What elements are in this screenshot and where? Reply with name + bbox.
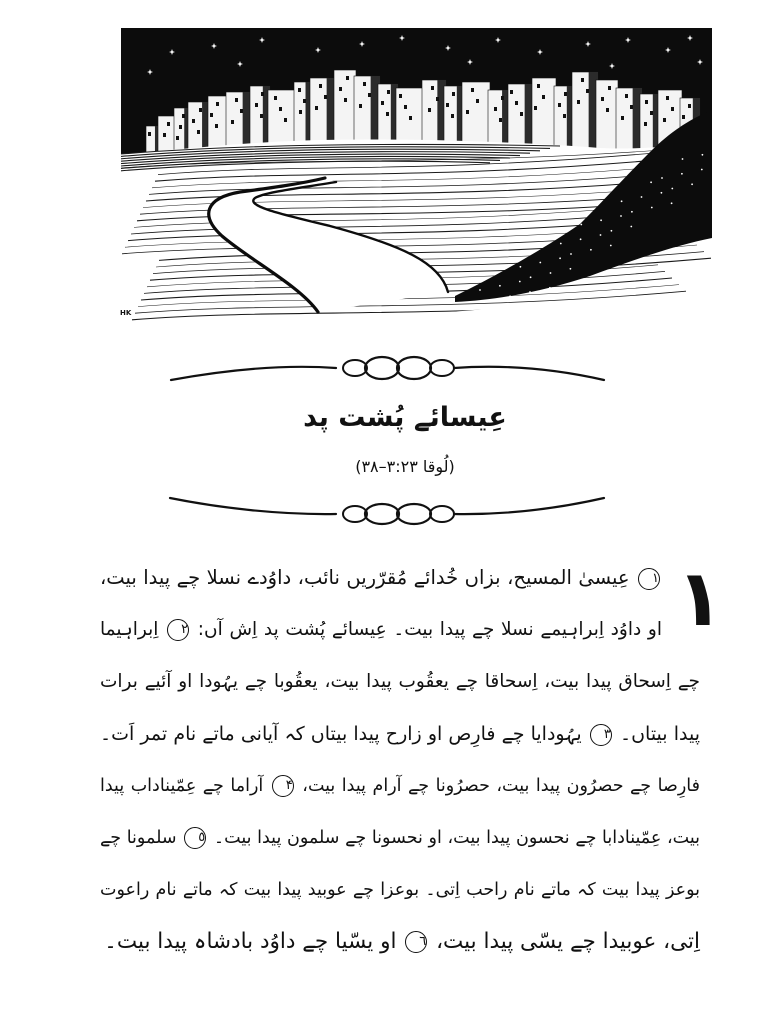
window <box>199 108 202 112</box>
tree-highlight <box>701 169 703 171</box>
body-line-1 <box>100 552 662 604</box>
verse-number: ٦ <box>405 931 427 953</box>
window <box>179 125 182 129</box>
window <box>284 118 287 122</box>
verse-text: آراما چے عِمّیناداب پیدا <box>100 776 264 796</box>
tree-highlight <box>479 289 481 291</box>
tree-highlight <box>590 249 592 251</box>
tree-highlight <box>610 245 612 247</box>
divider-loop <box>365 357 399 379</box>
tree-highlight <box>600 219 602 221</box>
window <box>210 113 213 117</box>
window <box>476 99 479 103</box>
window <box>501 96 504 100</box>
divider-loop <box>343 506 367 522</box>
tree-highlight <box>682 158 684 160</box>
window <box>399 94 402 98</box>
tree-highlight <box>499 285 501 287</box>
window <box>261 92 264 96</box>
tree-highlight <box>549 287 551 289</box>
window <box>197 130 200 134</box>
window <box>344 98 347 102</box>
window <box>368 93 371 97</box>
window <box>608 86 611 90</box>
window <box>387 90 390 94</box>
window <box>431 86 434 90</box>
verse-text: بوعز پیدا بیت کہ ماتے نام راحب اِتی۔ بوعزا چے عوبید پیدا بیت کہ ماتے نام راعوت <box>100 880 700 900</box>
window <box>215 124 218 128</box>
body-line-4 <box>100 708 700 760</box>
window <box>534 106 537 110</box>
window <box>315 106 318 110</box>
tree-highlight <box>641 196 643 198</box>
verse-text: چے اِسحاق پیدا بیت، اِسحاقا چے یعقُوب پیدا بیت، یعقُوبا چے یہُودا او آئیے برات <box>100 671 700 692</box>
divider-right-tail <box>454 367 604 380</box>
window <box>299 110 302 114</box>
ornamental-divider-top <box>165 345 610 390</box>
window <box>471 88 474 92</box>
window <box>644 122 647 126</box>
window <box>386 112 389 116</box>
window <box>319 84 322 88</box>
verse-number: ٥ <box>184 827 206 849</box>
window <box>381 101 384 105</box>
tree-highlight <box>671 188 673 190</box>
divider-left-tail <box>171 367 336 380</box>
divider-loop <box>397 504 431 524</box>
body-line-7 <box>100 864 700 916</box>
verse-number: ٢ <box>167 619 189 641</box>
tree-highlight <box>691 183 693 185</box>
window <box>409 116 412 120</box>
ornamental-divider-bottom <box>165 490 610 532</box>
window <box>621 116 624 120</box>
window <box>499 118 502 122</box>
cover-illustration <box>118 26 714 326</box>
body-line-6 <box>100 812 700 864</box>
tree-highlight <box>621 200 623 202</box>
tree-highlight <box>570 253 572 255</box>
window <box>510 90 513 94</box>
window <box>163 133 166 137</box>
verse-number: ۴ <box>272 775 294 797</box>
tree-highlight <box>620 215 622 217</box>
window <box>451 114 454 118</box>
window <box>581 78 584 82</box>
tree-highlight <box>681 173 683 175</box>
window <box>446 103 449 107</box>
window <box>577 100 580 104</box>
divider-right-tail <box>454 498 604 514</box>
body-line-3 <box>100 656 700 708</box>
verse-text: اِتی، عوبیدا چے یسّی پیدا بیت، <box>436 929 700 954</box>
window <box>625 94 628 98</box>
verse-text: او یسّیا چے داوُد بادشاہ پیدا بیت۔ <box>104 929 397 954</box>
window <box>630 105 633 109</box>
tree-highlight <box>671 202 673 204</box>
tree-highlight <box>702 154 704 156</box>
tree-highlight <box>519 281 521 283</box>
tree-highlight <box>650 181 652 183</box>
window <box>542 95 545 99</box>
body-line-5 <box>100 760 700 812</box>
window <box>537 84 540 88</box>
window <box>260 114 263 118</box>
verse-text: او داوُد اِبراہیمے نسلا چے پیدا بیت۔ عِیسائے پُشت پد اِش آں: <box>197 619 662 640</box>
tree-highlight <box>570 268 572 270</box>
verse-text: عِیسیٰ المسیح، بزاں خُدائے مُقرّریں نائب، داوُدے نسلا چے پیدا بیت، <box>100 566 630 589</box>
window <box>303 99 306 103</box>
tree-highlight <box>550 272 552 274</box>
tree-highlight <box>529 291 531 293</box>
window <box>606 108 609 112</box>
window <box>650 111 653 115</box>
divider-loop <box>430 360 454 376</box>
window <box>645 100 648 104</box>
window <box>404 105 407 109</box>
window <box>564 92 567 96</box>
window <box>558 103 561 107</box>
tree-highlight <box>559 257 561 259</box>
tree-highlight <box>520 266 522 268</box>
verse-number: ٣ <box>590 724 612 746</box>
verse-text: اِبراہیما <box>100 619 159 640</box>
verse-text: یہُودایا چے فارِص او زارح پیدا بیتاں کہ آیانی ماتے نام تمر اَت۔ <box>100 723 582 745</box>
window <box>324 95 327 99</box>
tree-highlight <box>580 224 582 226</box>
window <box>339 87 342 91</box>
chapter-number: ١ <box>676 554 724 644</box>
tree-highlight <box>580 238 582 240</box>
tree-highlight <box>631 211 633 213</box>
window <box>563 114 566 118</box>
verse-text: پیدا بیتاں۔ <box>619 723 700 745</box>
window <box>466 110 469 114</box>
body-line-2 <box>100 604 662 656</box>
window <box>363 82 366 86</box>
window <box>586 89 589 93</box>
window <box>671 107 674 111</box>
window <box>240 109 243 113</box>
window <box>255 103 258 107</box>
verse-text: سلمونا چے <box>100 828 177 848</box>
window <box>359 104 362 108</box>
window <box>176 136 179 140</box>
divider-loop <box>343 360 367 376</box>
scripture-reference: (لُوقا ٣:٢٣–٣٨) <box>355 457 455 476</box>
verse-text: بیت، عِمّینادابا چے نحسون پیدا بیت، او نحسونا چے سلمون پیدا بیت۔ <box>213 828 700 848</box>
window <box>666 96 669 100</box>
window <box>682 115 685 119</box>
building <box>596 80 618 156</box>
tree-highlight <box>651 207 653 209</box>
divider-left-tail <box>170 498 336 514</box>
window <box>274 96 277 100</box>
verse-number: ١ <box>638 568 660 590</box>
divider-loop <box>365 504 399 524</box>
window <box>346 76 349 80</box>
window <box>182 114 185 118</box>
window <box>298 88 301 92</box>
window <box>520 112 523 116</box>
window <box>148 132 151 136</box>
tree-highlight <box>600 234 602 236</box>
window <box>167 122 170 126</box>
tree-highlight <box>509 295 511 297</box>
tree-highlight <box>630 226 632 228</box>
tree-highlight <box>560 243 562 245</box>
body-line-8 <box>100 916 700 968</box>
tree-highlight <box>611 230 613 232</box>
page-title: عِیسائے پُشت پد <box>303 402 507 433</box>
window <box>663 118 666 122</box>
window <box>192 119 195 123</box>
verse-text: فارِصا چے حصرُون پیدا بیت، حصرُونا چے آرام پیدا بیت، <box>302 776 700 796</box>
window <box>494 107 497 111</box>
tree-highlight <box>661 177 663 179</box>
window <box>231 120 234 124</box>
body-text <box>100 552 700 968</box>
window <box>515 101 518 105</box>
window <box>601 97 604 101</box>
window <box>235 98 238 102</box>
tree-highlight <box>539 262 541 264</box>
illustration-signature: HK <box>120 309 132 317</box>
window <box>216 102 219 106</box>
tree-highlight <box>661 192 663 194</box>
window <box>452 92 455 96</box>
window <box>688 104 691 108</box>
divider-loop <box>430 506 454 522</box>
tree-highlight <box>530 276 532 278</box>
window <box>436 97 439 101</box>
window <box>279 107 282 111</box>
divider-loop <box>397 357 431 379</box>
window <box>428 108 431 112</box>
